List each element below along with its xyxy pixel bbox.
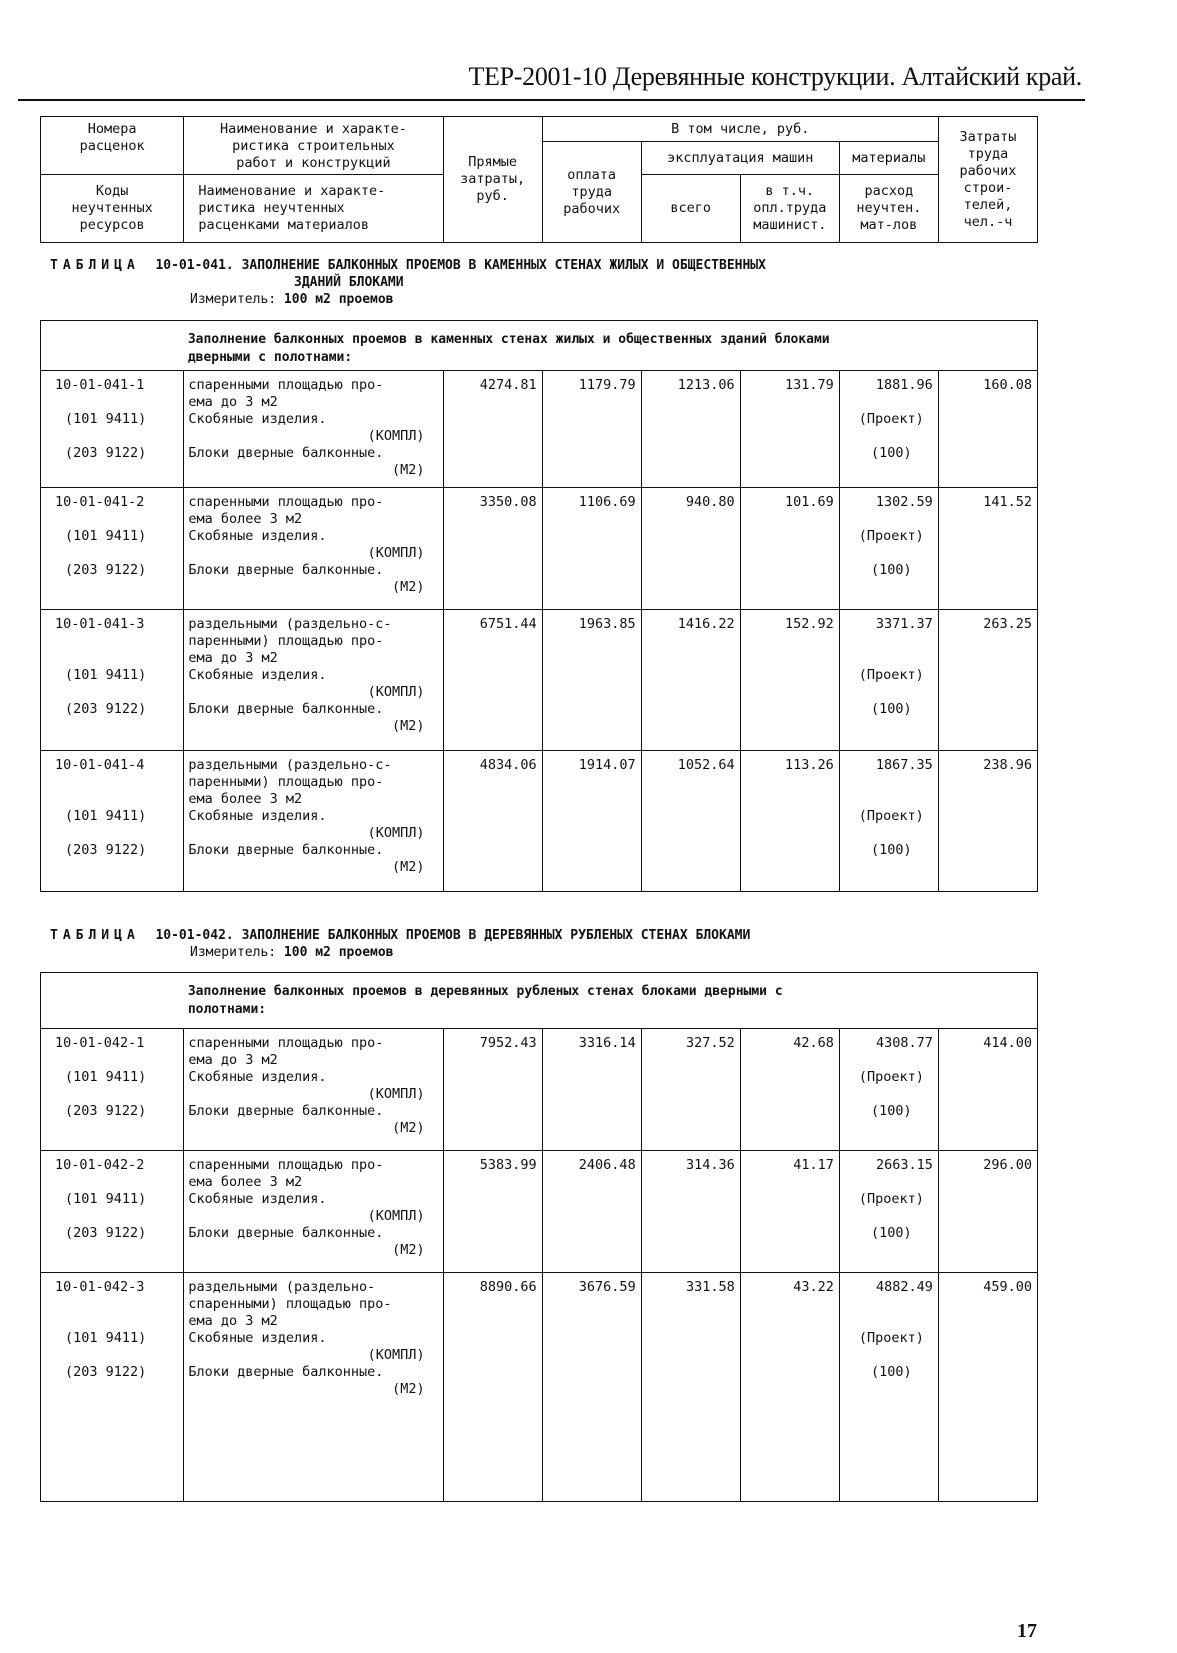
- page-number: 17: [1017, 1620, 1037, 1642]
- col-header-machines-total: всего: [641, 175, 740, 243]
- col-header-machines: эксплуатация машин: [641, 142, 839, 175]
- header-rule: [18, 99, 1085, 101]
- col-header-labor-hours: Затраты труда рабочих строи- телей, чел.-ч: [938, 117, 1037, 243]
- table-section-caption: Заполнение балконных проемов в каменных стенах жилых и общественных зданий блоками дверными с полотнами:: [41, 321, 1038, 371]
- table-row: 10-01-042-2 (101 9411) (203 9122) спаренными площадью про- ема более 3 м2 Скобяные изделия. (КОМПЛ) Блоки дверные балконные. (М2) 5383.99 2406.48 314.36 41.17 2663.15 (Проект) (100) 296.00: [41, 1151, 1038, 1273]
- page-header-title: ТЕР-2001-10 Деревянные конструкции. Алтайский край.: [468, 62, 1082, 91]
- table-row: 10-01-042-1 (101 9411) (203 9122) спаренными площадью про- ема до 3 м2 Скобяные изделия. (КОМПЛ) Блоки дверные балконные. (М2) 7952.43 3316.14 327.52 42.68 4308.77 (Проект) (100) 414.00: [41, 1029, 1038, 1151]
- table-caption-041-line2: ЗДАНИЙ БЛОКАМИ: [294, 275, 404, 290]
- table-caption-041: ТАБЛИЦА 10-01-041. ЗАПОЛНЕНИЕ БАЛКОННЫХ ПРОЕМОВ В КАМЕННЫХ СТЕНАХ ЖИЛЫХ И ОБЩЕСТВЕННЫХ: [50, 258, 766, 273]
- table-measure-042: Измеритель: 100 м2 проемов: [190, 945, 394, 960]
- col-header-material-name: Наименование и характе- ристика неучтенных расценками материалов: [184, 175, 443, 243]
- col-header-including: В том числе, руб.: [542, 117, 938, 142]
- table-row: 10-01-041-2 (101 9411) (203 9122) спаренными площадью про- ема более 3 м2 Скобяные изделия. (КОМПЛ) Блоки дверные балконные. (М2) 3350.08 1106.69 940.80 101.69 1302.59 (Проект) (100) 141.52: [41, 488, 1038, 610]
- col-header-rate-numbers: Номера расценок: [41, 117, 184, 175]
- col-header-direct-costs: Прямые затраты, руб.: [443, 117, 542, 243]
- col-header-unaccounted-materials: расход неучтен. мат-лов: [839, 175, 938, 243]
- col-header-workers-pay: оплата труда рабочих: [542, 142, 641, 243]
- rates-table-041: [40, 320, 1038, 892]
- table-row: 10-01-042-3 (101 9411) (203 9122) раздельными (раздельно- спаренными) площадью про- ема до 3 м2 Скобяные изделия. (КОМПЛ) Блоки дверные балконные. (М2) 8890.66 3676.59 331.58 43.22 4882.49 (Проект) (100) 459.00: [41, 1273, 1038, 1502]
- table-row: 10-01-041-1 (101 9411) (203 9122) спаренными площадью про- ема до 3 м2 Скобяные изделия. (КОМПЛ) Блоки дверные балконные. (М2) 4274.81 1179.79 1213.06 131.79 1881.96 (Проект) (100) 160.08: [41, 371, 1038, 488]
- rates-table-042: [40, 972, 1038, 1502]
- table-section-caption: Заполнение балконных проемов в деревянных рубленых стенах блоками дверными с полотнами:: [41, 973, 1038, 1029]
- table-caption-042: ТАБЛИЦА 10-01-042. ЗАПОЛНЕНИЕ БАЛКОННЫХ ПРОЕМОВ В ДЕРЕВЯННЫХ РУБЛЕНЫХ СТЕНАХ БЛОКАМИ: [50, 928, 751, 943]
- col-header-work-name: Наименование и характе- ристика строительных работ и конструкций: [184, 117, 443, 175]
- col-header-resource-codes: Коды неучтенных ресурсов: [41, 175, 184, 243]
- table-row: 10-01-041-3 (101 9411) (203 9122) раздельными (раздельно-с- паренными) площадью про- ема до 3 м2 Скобяные изделия. (КОМПЛ) Блоки дверные балконные. (М2) 6751.44 1963.85 1416.22 152.92 3371.37 (Проект) (100) 263.25: [41, 610, 1038, 751]
- column-header-table: [40, 116, 1038, 243]
- col-header-materials: материалы: [839, 142, 938, 175]
- table-measure-041: Измеритель: 100 м2 проемов: [190, 292, 394, 307]
- col-header-operators-pay: в т.ч. опл.труда машинист.: [740, 175, 839, 243]
- table-row: 10-01-041-4 (101 9411) (203 9122) раздельными (раздельно-с- паренными) площадью про- ема более 3 м2 Скобяные изделия. (КОМПЛ) Блоки дверные балконные. (М2) 4834.06 1914.07 1052.64 113.26 1867.35 (Проект) (100) 238.96: [41, 751, 1038, 892]
